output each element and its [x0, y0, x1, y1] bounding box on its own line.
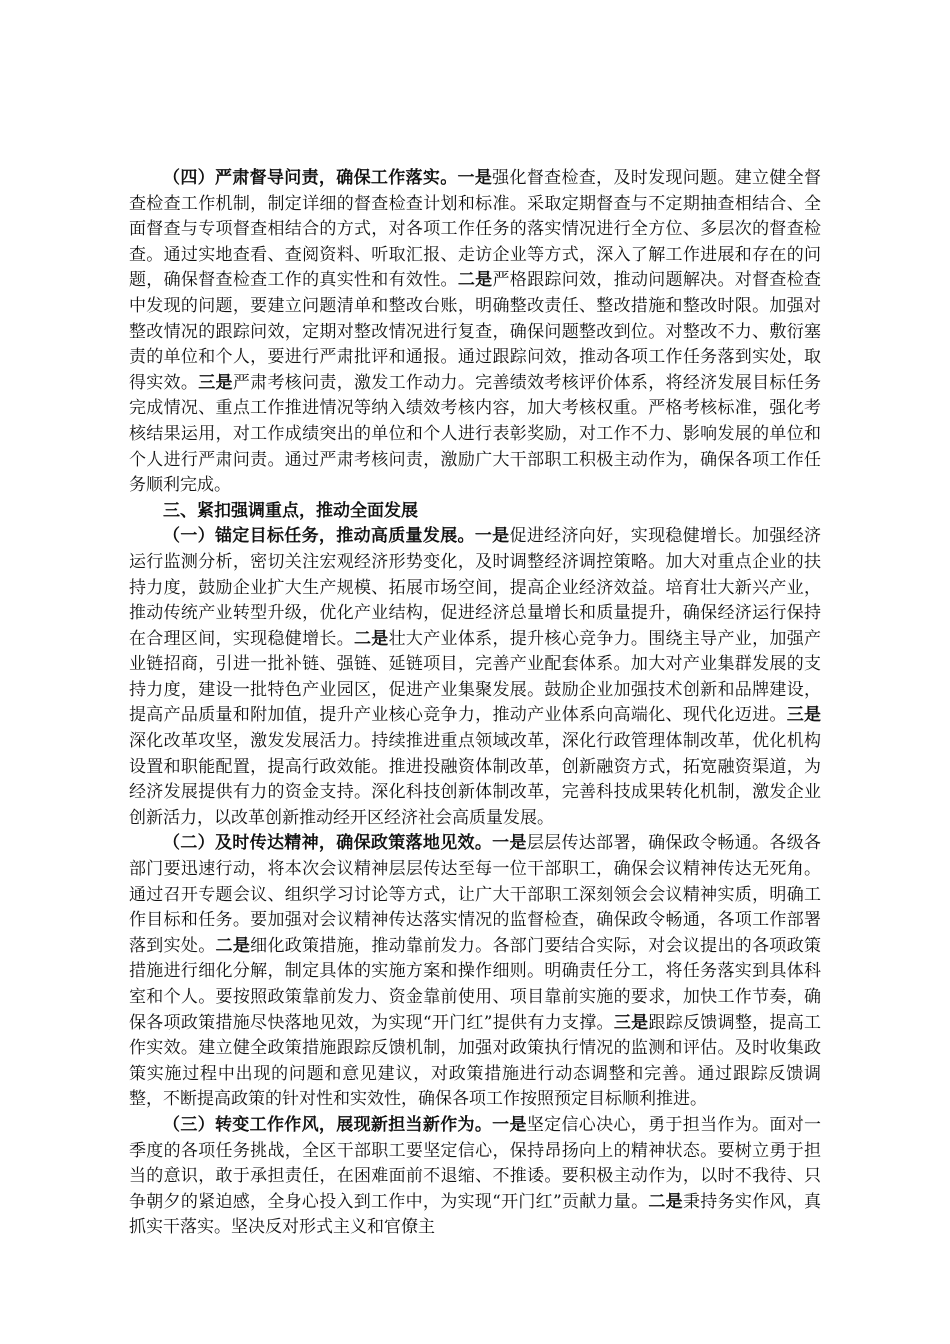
body-text: 促进经济向好，实现稳健增长。加强经济运行监测分析，密切关注宏观经济形势变化，及时调整经济调控策略。加大对重点企业的扶持力度，鼓励企业扩大生产规模、拓展市场空间，提高企业经济效益。培育壮大新兴产业，推动传统产业转型升级，优化产业结构，促进经济总量增长和质量提升，确保经济运行保持在合理区间，实现稳健增长。 [129, 526, 822, 649]
point-marker: 二是 [215, 935, 251, 956]
section-heading-3: （三）转变工作作风，展现新担当新作为。 [163, 1114, 493, 1135]
paragraph-supervision [129, 166, 821, 499]
document-body [129, 166, 821, 1241]
body-text: 坚定信心决心，勇于担当作为。面对一季度的各项任务挑战，全区干部职工要坚定信心，保持昂扬向上的精神状态。要树立勇于担当的意识，敢于承担责任，在困难面前不退缩、不推诿。要积极主动作为，以时不我待、只争朝夕的紧迫感，全身心投入到工作中，为实现“开门红”贡献力量。 [129, 1114, 822, 1212]
point-marker: 一是 [474, 526, 510, 547]
point-marker: 一是 [492, 1114, 527, 1135]
point-marker: 二是 [457, 270, 493, 291]
section-heading-1: （一）锚定目标任务，推动高质量发展。 [163, 526, 475, 547]
paragraph-target-tasks [129, 524, 821, 831]
section-heading-4: （四）严肃督导问责，确保工作落实。 [163, 168, 458, 188]
body-text: 壮大产业体系，提升核心竞争力。围绕主导产业，加强产业链招商，引进一批补链、强链、延链项目，完善产业配套体系。加大对产业集群发展的支持力度，建设一批特色产业园区，促进产业集聚发展。鼓励企业加强技术创新和品牌建设，提高产品质量和附加值，提升产业核心竞争力，推动产业体系向高端化、现代化迈进。 [129, 628, 822, 726]
body-text: 强化督查检查，及时发现问题。建立健全督查检查工作机制，制定详细的督查检查计划和标准。采取定期督查与不定期抽查相结合、全面督查与专项督查相结合的方式，对各项工作任务的落实情况进行全方位、多层次的督查检查。通过实地查看、查阅资料、听取汇报、走访企业等方式，深入了解工作进展和存在的问题，确保督查检查工作的真实性和有效性。 [129, 168, 822, 291]
chapter-title: 三、紧扣强调重点，推动全面发展 [163, 500, 418, 521]
point-marker: 二是 [648, 1191, 683, 1212]
body-text: 跟踪反馈调整，提高工作实效。建立健全政策措施跟踪反馈机制，加强对政策执行情况的监测和评估。及时收集政策实施过程中出现的问题和意见建议，对政策措施进行动态调整和完善。通过跟踪反馈调整，不断提高政策的针对性和实效性，确保各项工作按照预定目标顺利推进。 [129, 1012, 822, 1110]
point-marker: 二是 [354, 628, 389, 649]
body-text: 层层传达部署，确保政令畅通。各级各部门要迅速行动，将本次会议精神层层传达至每一位干部职工，确保会议精神传达无死角。通过召开专题会议、组织学习讨论等方式，让广大干部职工深刻领会会议精神实质，明确工作目标和任务。要加强对会议精神传达落实情况的监督检查，确保政令畅通，各项工作部署落到实处。 [129, 833, 822, 956]
body-text: 秉持务实作风，真抓实干落实。坚决反对形式主义和官僚主 [129, 1191, 822, 1238]
body-text: 细化政策措施，推动靠前发力。各部门要结合实际，对会议提出的各项政策措施进行细化分解，制定具体的实施方案和操作细则。明确责任分工，将任务落实到具体科室和个人。要按照政策靠前发力、资金靠前使用、项目靠前实施的要求，加快工作节奏，确保各项政策措施尽快落地见效，为实现“开门红”提供有力支撑。 [129, 935, 822, 1033]
point-marker: 一是 [492, 833, 527, 854]
paragraph-work-style [129, 1113, 821, 1241]
point-marker: 一是 [457, 168, 493, 188]
point-marker: 三是 [198, 372, 233, 393]
body-text: 严格跟踪问效，推动问题解决。对督查检查中发现的问题，要建立问题清单和整改台账，明确整改责任、整改措施和整改时限。加强对整改情况的跟踪问效，定期对整改情况进行复查，确保问题整改到位。对整改不力、敷衍塞责的单位和个人，要进行严肃批评和通报。通过跟踪问效，推动各项工作任务落到实处，取得实效。 [129, 270, 822, 393]
body-text: 深化改革攻坚，激发发展活力。持续推进重点领域改革，深化行政管理体制改革，优化机构设置和职能配置，提高行政效能。推进投融资体制改革，创新融资方式，拓宽融资渠道，为经济发展提供有力的资金支持。深化科技创新体制改革，完善科技成果转化机制，激发企业创新活力，以改革创新推动经开区经济社会高质量发展。 [129, 731, 821, 828]
chapter-heading-3 [129, 499, 821, 525]
section-heading-2: （二）及时传达精神，确保政策落地见效。 [163, 833, 493, 854]
point-marker: 三是 [786, 705, 822, 726]
body-text: 严肃考核问责，激发工作动力。完善绩效考核评价体系，将经济发展目标任务完成情况、重点工作推进情况等纳入绩效考核内容，加大考核权重。严格考核标准，强化考核结果运用，对工作成绩突出的单位和个人进行表彰奖励，对工作不力、影响发展的单位和个人进行严肃问责。通过严肃考核问责，激励广大干部职工积极主动作为，确保各项工作任务顺利完成。 [129, 372, 822, 496]
point-marker: 三是 [613, 1012, 649, 1033]
paragraph-policy [129, 831, 821, 1113]
